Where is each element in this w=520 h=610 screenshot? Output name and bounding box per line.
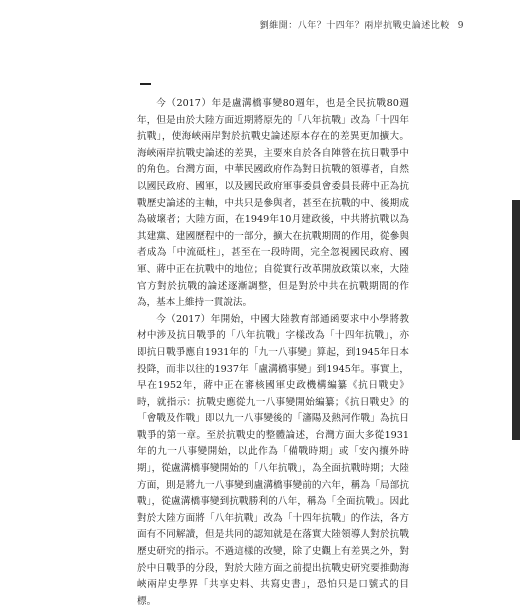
section-dash <box>140 83 151 85</box>
page-edge-tab <box>512 200 520 440</box>
page-number: 9 <box>457 21 464 31</box>
body-text <box>137 96 409 610</box>
paragraph: 今（2017）年開始，中國大陸教育部通函要求中小學將教材中涉及抗日戰爭的「八年抗戰」字樣改為「十四年抗戰」，亦即抗日戰爭應自1931年的「九一八事變」算起，到1945年日本投降，而非以往的1937年「盧溝橋事變」到1945年。事實上，早在1952年，蔣中正在審核國軍史政機構編纂《抗日戰史》時，就指示：抗戰史應從九一八事變開始編纂；《抗日戰史》的「會戰及作戰」即以九一八事變後的「瀋陽及熱河作戰」為抗日戰爭的第一章。至於抗戰史的整體論述，台灣方面大多從1931年的九一八事變開始，以此作為「備戰時期」或「安內攘外時期」，從盧溝橋事變開始的「八年抗戰」，為全面抗戰時期；大陸方面，則是將九一八事變到盧溝橋事變前的六年，稱為「局部抗戰」，從盧溝橋事變到抗戰勝利的八年，稱為「全面抗戰」。因此對於大陸方面將「八年抗戰」改為「十四年抗戰」的作法，各方面有不同解讀，但是共同的認知就是在落實大陸領導人對於抗戰歷史研究的指示。不過這樣的改變，除了史觀上有差異之外，對於中日戰爭的分段，對於大陸方面之前提出抗戰史研究要推動海峽兩岸史學界「共享史料、共寫史書」，恐怕只是口號式的目標。 <box>137 313 409 607</box>
paragraph: 今（2017）年是盧溝橋事變80週年，也是全民抗戰80週年，但是由於大陸方面近期將原先的「八年抗戰」改為「十四年抗戰」，使海峽兩岸對於抗戰史論述原本存在的差異更加擴大。海峽兩岸抗戰史論述的差異，主要來自於各自陣營在抗日戰爭中的角色。台灣方面，中華民國政府作為對日抗戰的領導者，自然以國民政府、國軍，以及國民政府軍事委員會委員長蔣中正為抗戰歷史論述的主軸，中共只是參與者，甚至在抗戰的中、後期成為破壞者；大陸方面，在1949年10月建政後，中共將抗戰以為其建黨、建國歷程中的一部分，擴大在抗戰期間的作用，從參與者成為「中流砥柱」，甚至在一段時間，完全忽視國民政府、國軍、蔣中正在抗戰中的地位；自從實行改革開放政策以來，大陸官方對於抗戰的論述逐漸調整，但是對於中共在抗戰期間的作為，基本上維持一貫說法。 <box>137 98 409 309</box>
running-header <box>0 18 464 31</box>
running-title: 劉維開：八年？十四年？兩岸抗戰史論述比較 <box>259 21 450 31</box>
